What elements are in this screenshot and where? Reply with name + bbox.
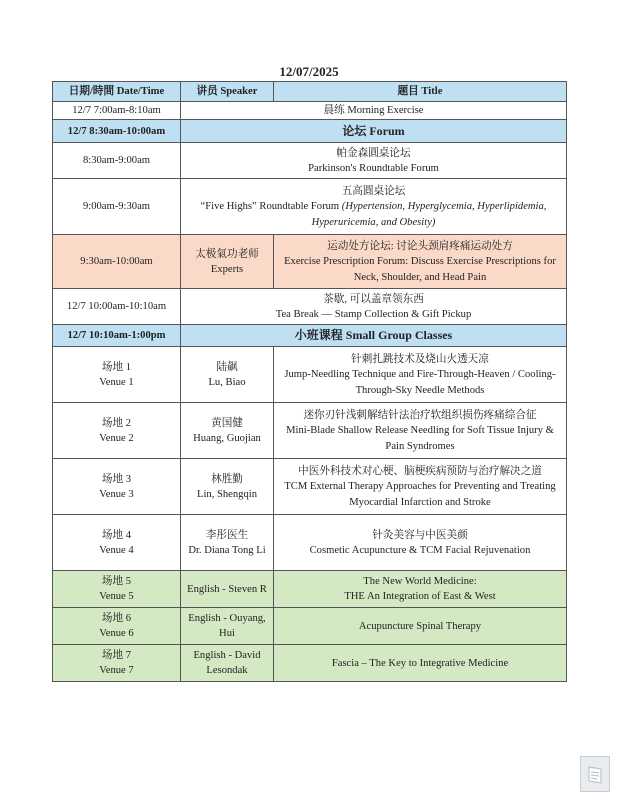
venue-row-3	[53, 459, 567, 515]
venue4-speaker-en: Dr. Diana Tong Li	[188, 544, 266, 556]
venue6-title: Acupuncture Spinal Therapy	[274, 608, 567, 645]
morning-row	[53, 102, 567, 120]
venue6-en: Venue 6	[99, 628, 134, 640]
header-title: 题目 Title	[274, 82, 567, 102]
forum1-title-zh: 帕金森圓桌论坛	[336, 147, 411, 159]
forum-section-time: 12/7 8:30am-10:00am	[53, 120, 181, 143]
venue4-en: Venue 4	[99, 544, 134, 556]
venue7-zh: 场地 7	[101, 650, 132, 661]
venue6-zh: 场地 6	[101, 613, 132, 624]
venue7-en: Venue 7	[99, 665, 134, 677]
venue-row-7	[53, 645, 567, 682]
forum3-title-zh: 运动处方论坛: 讨论头颈肩疼痛运动处方	[327, 240, 513, 252]
venue-row-4	[53, 515, 567, 571]
venue6-speaker: English - Ouyang, Hui	[181, 608, 274, 645]
venue2-speaker	[181, 403, 274, 459]
venue3-title	[274, 459, 567, 515]
venue4-title-zh: 针灸美容与中医美颜	[372, 529, 468, 541]
venue2-en: Venue 2	[99, 432, 134, 444]
morning-title: 晨练 Morning Exercise	[181, 102, 567, 120]
venue1-label	[53, 347, 181, 403]
venue3-title-zh: 中医外科技术对心梗、脑梗疾病预防与治疗解决之道	[298, 465, 542, 477]
break-title-zh: 茶歇, 可以盖章领东西	[323, 293, 424, 305]
venue1-zh: 场地 1	[101, 361, 132, 373]
classes-section-title: 小班课程 Small Group Classes	[181, 325, 567, 347]
venue-row-5	[53, 571, 567, 608]
forum3-speaker-zh: 太极氣功老师	[195, 248, 259, 260]
break-row	[53, 289, 567, 325]
venue5-label	[53, 571, 181, 608]
venue6-label	[53, 608, 181, 645]
venue5-title-line1: The New World Medicine:	[363, 576, 477, 587]
document-corner-icon-svg	[581, 757, 609, 791]
venue3-speaker-en: Lin, Shengqin	[196, 488, 258, 500]
venue1-speaker	[181, 347, 274, 403]
venue3-en: Venue 3	[99, 488, 134, 500]
venue5-title	[274, 571, 567, 608]
venue2-title-en: Mini-Blade Shallow Release Needling for Soft Tissue Injury & Pain Syndromes	[286, 425, 554, 452]
venue7-title: Fascia – The Key to Integrative Medicine	[274, 645, 567, 682]
forum-section-title: 论坛 Forum	[181, 120, 567, 143]
classes-section-time: 12/7 10:10am-1:00pm	[53, 325, 181, 347]
forum2-title-italic: (Hypertension, Hyperglycemia, Hyperlipidemia, Hyperuricemia, and Obesity)	[311, 201, 547, 228]
venue5-title-line2: THE An Integration of East & West	[344, 591, 496, 603]
forum-row-1	[53, 143, 567, 179]
forum3-title	[274, 235, 567, 289]
forum2-time: 9:00am-9:30am	[53, 179, 181, 235]
document-corner-icon	[580, 756, 610, 792]
venue1-title-en: Jump-Needling Technique and Fire-Through-Heaven / Cooling-Through-Sky Needle Methods	[284, 369, 556, 396]
forum1-title	[181, 143, 567, 179]
venue7-label	[53, 645, 181, 682]
venue2-zh: 场地 2	[101, 417, 132, 429]
venue4-speaker	[181, 515, 274, 571]
classes-section-row	[53, 325, 567, 347]
venue3-speaker-zh: 林胜勤	[211, 473, 243, 485]
venue4-speaker-zh: 李彤医生	[205, 529, 249, 541]
venue2-title	[274, 403, 567, 459]
venue3-zh: 场地 3	[101, 473, 132, 485]
venue1-title-zh: 针刺扎跳技术及烧山火透天凉	[351, 353, 489, 365]
venue5-zh: 场地 5	[101, 576, 132, 587]
forum3-time: 9:30am-10:00am	[53, 235, 181, 289]
break-time: 12/7 10:00am-10:10am	[53, 289, 181, 325]
header-time: 日期/時間 Date/Time	[53, 82, 181, 102]
forum2-title-en-main: “Five Highs” Roundtable Forum	[200, 201, 342, 213]
forum2-title-en	[184, 199, 563, 230]
header-speaker: 讲员 Speaker	[181, 82, 274, 102]
venue1-en: Venue 1	[99, 376, 134, 388]
venue2-speaker-zh: 黄国健	[211, 417, 243, 429]
forum2-title-zh: 五高圓桌论坛	[341, 185, 406, 197]
venue2-title-zh: 迷你刃针浅刺解结针法治疗软组织损伤疼痛综合征	[303, 409, 537, 421]
forum3-title-en: Exercise Prescription Forum: Discuss Exercise Prescriptions for Neck, Shoulder, and Head Pain	[284, 256, 556, 283]
venue4-zh: 场地 4	[101, 529, 132, 541]
venue-row-1	[53, 347, 567, 403]
venue-row-6	[53, 608, 567, 645]
venue1-speaker-en: Lu, Biao	[208, 376, 246, 388]
page-date: 12/07/2025	[279, 64, 339, 79]
break-title	[181, 289, 567, 325]
schedule-table	[52, 81, 567, 682]
forum1-title-en: Parkinson's Roundtable Forum	[308, 162, 439, 174]
venue4-title	[274, 515, 567, 571]
venue4-title-en: Cosmetic Acupuncture & TCM Facial Rejuvenation	[309, 544, 531, 556]
forum-row-3	[53, 235, 567, 289]
forum2-title	[181, 179, 567, 235]
morning-time: 12/7 7:00am-8:10am	[53, 102, 181, 120]
venue3-speaker	[181, 459, 274, 515]
forum-section-row	[53, 120, 567, 143]
venue-row-2	[53, 403, 567, 459]
forum1-time: 8:30am-9:00am	[53, 143, 181, 179]
break-title-en: Tea Break — Stamp Collection & Gift Pickup	[275, 308, 472, 320]
forum3-speaker	[181, 235, 274, 289]
forum-row-2	[53, 179, 567, 235]
venue1-speaker-zh: 陆飙	[216, 361, 238, 373]
venue3-label	[53, 459, 181, 515]
venue3-title-en: TCM External Therapy Approaches for Preventing and Treating Myocardial Infarction and Stroke	[284, 481, 556, 508]
venue4-label	[53, 515, 181, 571]
header-row	[53, 82, 567, 102]
venue2-speaker-en: Huang, Guojian	[193, 432, 261, 444]
venue5-speaker: English - Steven R	[181, 571, 274, 608]
venue2-label	[53, 403, 181, 459]
venue7-speaker: English - David Lesondak	[181, 645, 274, 682]
venue5-en: Venue 5	[99, 591, 134, 603]
forum3-speaker-en: Experts	[210, 263, 244, 275]
venue1-title	[274, 347, 567, 403]
